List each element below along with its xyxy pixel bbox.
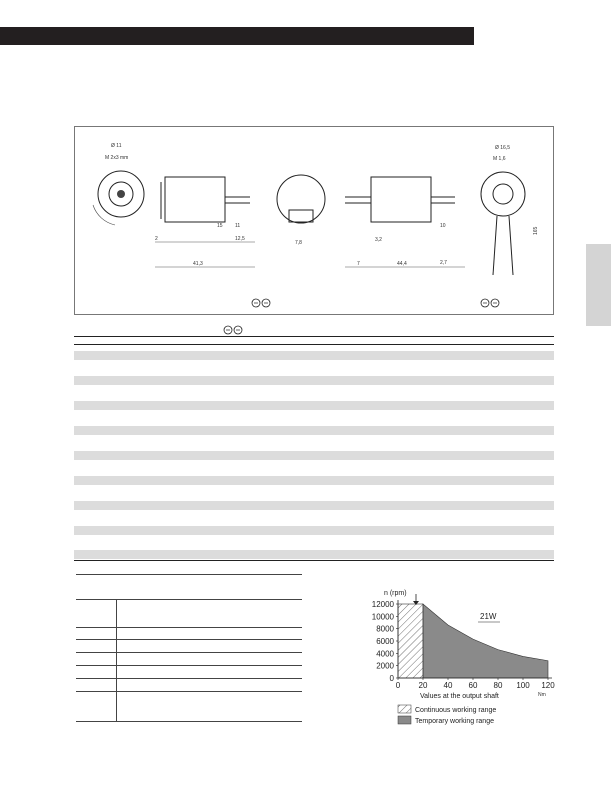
table-row-band — [74, 550, 554, 559]
table-row-band — [74, 476, 554, 485]
symbol-group-right — [481, 299, 499, 307]
table-top-rule — [74, 336, 554, 337]
power-annotation: 21W — [480, 612, 497, 621]
chart-svg — [360, 582, 560, 728]
technical-drawing-svg — [75, 127, 555, 316]
table-row-band — [74, 526, 554, 535]
dimension-drawing — [74, 126, 554, 315]
secondary-table-rule — [76, 721, 302, 722]
side-tab — [586, 244, 611, 326]
dim-l10: 10 — [440, 223, 446, 229]
secondary-table — [76, 574, 302, 722]
continuous-range-area — [398, 604, 423, 678]
y-axis-label: n (rpm) — [384, 590, 407, 597]
y-tick-label: 4000 — [376, 649, 394, 659]
x-tick-label: 0 — [395, 681, 401, 690]
motor-body-left — [165, 177, 225, 222]
y-tick-label: 12000 — [371, 600, 394, 609]
header-bar — [0, 27, 474, 45]
dim-l12: 165 — [533, 226, 539, 235]
table-header-rule — [74, 344, 554, 345]
table-row-band — [74, 451, 554, 460]
end-view-circle — [277, 175, 325, 223]
table-row-band — [74, 426, 554, 435]
motor-body-right — [371, 177, 431, 222]
dim-l2: 44,4 — [397, 261, 407, 267]
secondary-table-rule — [76, 652, 302, 653]
secondary-table-rule — [76, 691, 302, 692]
y-tick-label: 8000 — [376, 624, 394, 634]
secondary-table-rule — [76, 639, 302, 640]
x-tick-label: 120 — [541, 681, 555, 690]
x-axis-label: Values at the output shaft — [420, 693, 499, 700]
x-tick-label: 40 — [443, 681, 453, 690]
speed-torque-chart — [360, 582, 560, 728]
x-tick-label: 100 — [516, 681, 530, 690]
legend-temporary-label: Temporary working range — [415, 718, 494, 725]
legend-continuous-label: Continuous working range — [415, 707, 497, 714]
symbol-group-left — [252, 299, 270, 307]
rear-view-circle — [481, 172, 525, 216]
secondary-table-rule — [76, 627, 302, 628]
x-tick-label: 20 — [418, 681, 428, 690]
secondary-table-rule — [76, 665, 302, 666]
x-tick-label: 60 — [468, 681, 478, 690]
dim-l9: 3,2 — [375, 237, 382, 243]
table-row-band — [74, 376, 554, 385]
dim-d3: Ø 16,5 — [495, 145, 511, 151]
dim-l1: 41,3 — [193, 261, 203, 267]
x-axis-unit: Nm — [538, 692, 546, 698]
dim-l8: 7 — [357, 261, 360, 267]
dim-l7: 2 — [155, 236, 158, 242]
dim-l5: 12,5 — [235, 236, 245, 242]
legend-gray-swatch — [398, 716, 411, 724]
y-tick-label: 0 — [389, 674, 394, 683]
table-row-band — [74, 501, 554, 510]
dim-d4: M 1,6 — [493, 156, 506, 162]
table-row-band — [74, 351, 554, 360]
secondary-table-rule — [76, 599, 302, 600]
table-header-symbol-icon — [222, 324, 252, 336]
dim-l6: 7,8 — [295, 240, 302, 246]
table-row-band — [74, 401, 554, 410]
dim-l3: 15 — [217, 223, 223, 229]
y-tick-label: 2000 — [376, 661, 394, 671]
secondary-table-rule — [76, 574, 302, 575]
table-bottom-rule — [74, 560, 554, 561]
y-tick-label: 10000 — [371, 612, 394, 622]
secondary-table-divider — [116, 599, 117, 721]
y-tick-label: 6000 — [376, 637, 394, 646]
dim-l11: 2,7 — [440, 260, 447, 266]
x-tick-label: 80 — [493, 681, 503, 690]
dim-d2: M 2x3 mm — [105, 155, 129, 161]
secondary-table-rule — [76, 678, 302, 679]
dim-d1: Ø 11 — [111, 143, 122, 149]
dim-l4: 11 — [235, 223, 241, 229]
legend-hatched-swatch — [398, 705, 411, 713]
